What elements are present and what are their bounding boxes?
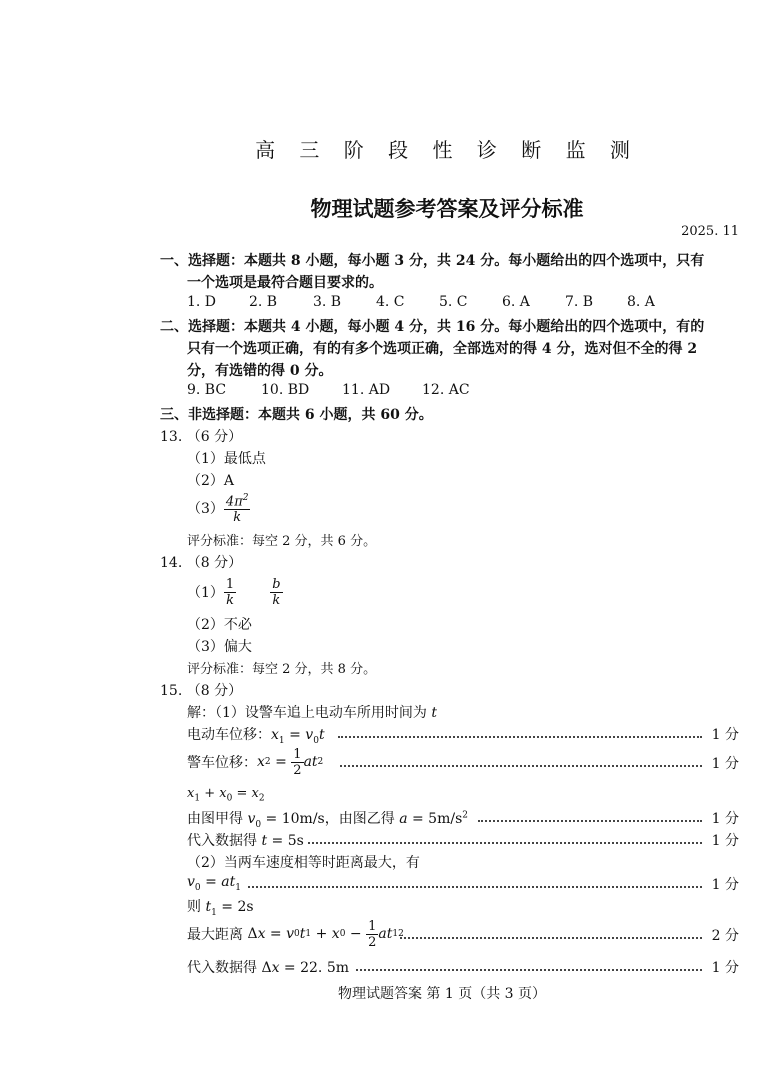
q15-line-police-label: 警车位移：: [187, 755, 257, 771]
leader-dots: [356, 969, 702, 971]
q13-grading: 评分标准：每空 2 分，共 6 分。: [187, 534, 377, 549]
q15-intro-variable: t: [431, 705, 437, 721]
q15-line-ebike-label: 电动车位移：: [187, 727, 271, 743]
answer-item: 2. B: [249, 294, 278, 310]
answer-item: 9. BC: [187, 382, 227, 398]
score-label: 1 分: [711, 727, 739, 743]
q15-intro: [187, 702, 437, 722]
answer-item: 3. B: [313, 294, 342, 310]
q14-answer-1: [187, 574, 283, 610]
q14-fraction-1: [224, 577, 236, 608]
q15-line-distance-text: 代入数据得: [187, 960, 257, 976]
q13-fraction-numerator: 4π: [225, 494, 243, 510]
q14-fraction-2: [270, 577, 282, 608]
q13-label: 13. （6 分）: [160, 429, 243, 445]
q15-half-fraction-numerator: 1: [293, 746, 302, 762]
answer-item: 12. AC: [422, 382, 470, 398]
q15-line-t1-result: 则 $t_1 = 2s$: [187, 899, 254, 918]
q15-line-max-distance-text: 最大距离: [187, 927, 243, 943]
q13-answer-1: （1）最低点: [187, 451, 266, 467]
q13-answer-3-prefix: （3）: [187, 501, 224, 517]
answer-item: 5. C: [439, 294, 468, 310]
section2-heading-line1: 二、选择题：本题共 4 小题，每小题 4 分，共 16 分。每小题给出的四个选项中，有的: [160, 319, 705, 335]
answer-item: 4. C: [376, 294, 405, 310]
answer-item: 1. D: [187, 294, 217, 310]
score-label: 1 分: [711, 960, 739, 976]
q14-fraction-2-denominator: k: [272, 592, 281, 608]
q14-answer-2: （2）不必: [187, 617, 252, 633]
document-date: 2025. 11: [681, 224, 739, 239]
q14-answer-1-prefix: （1）: [187, 585, 224, 601]
section2-heading-line3: 分，有选错的得 0 分。: [187, 363, 333, 379]
q15-line-graph-text1: 由图甲得: [187, 811, 243, 827]
q15-half-fraction-2-numerator: 1: [368, 918, 377, 934]
section2-answers: [187, 382, 587, 402]
leader-dots: [248, 886, 702, 888]
section1-heading-line2: 一个选项是最符合题目要求的。: [187, 275, 383, 291]
q14-fraction-1-denominator: k: [226, 592, 234, 608]
q13-fraction-denominator: k: [233, 510, 242, 526]
q13-answer-2: （2）A: [187, 473, 235, 489]
q14-label: 14. （8 分）: [160, 555, 243, 571]
document-title: 高 三 阶 段 性 诊 断 监 测: [255, 138, 639, 162]
score-label: 2 分: [711, 928, 739, 944]
score-label: 1 分: [711, 756, 739, 772]
q13-fraction: $\frac{4\pi^2}{k}$: [225, 492, 249, 526]
score-label: 1 分: [711, 877, 739, 893]
document-subtitle: 物理试题参考答案及评分标准: [310, 196, 584, 221]
q15-line-graph-text2: ，由图乙得: [324, 811, 395, 827]
q15-line-t1-text: 则: [187, 899, 201, 915]
q13-answer-3: [187, 490, 250, 526]
q15-line-max-distance: 最大距离 Δ x = v 0 t 1 + x 0 − $\frac{1}{2}$ at 1 2: [187, 918, 404, 950]
q15-label: 15. （8 分）: [160, 683, 243, 699]
section1-answers: [187, 294, 707, 314]
section2-heading-line2: 只有一个选项正确，有的有多个选项正确，全部选对的得 4 分，选对但不全的得 2: [187, 341, 698, 357]
q14-grading: 评分标准：每空 2 分，共 8 分。: [187, 662, 377, 677]
answer-item: 8. A: [627, 294, 655, 310]
q15-half-fraction-denominator: 2: [293, 762, 302, 778]
q15-line-police-displacement: 警车位移： x 2 = $\frac{1}{2}$ at 2: [187, 746, 324, 778]
answer-item: 10. BD: [261, 382, 310, 398]
leader-dots: [338, 736, 702, 738]
q14-fraction-1-numerator: 1: [225, 576, 235, 592]
leader-dots: [400, 937, 702, 939]
q15-line-time-result: 代入数据得 t = 5s: [187, 833, 304, 849]
answer-item: 11. AD: [342, 382, 391, 398]
score-label: 1 分: [711, 833, 739, 849]
q15-half-fraction-2-denominator: 2: [368, 934, 377, 950]
q15-line-graph-values: 由图甲得 $v_0 = 10m/s$，由图乙得 $a = 5m/s^2$: [187, 810, 468, 830]
q15-half-fraction: [291, 747, 303, 778]
q14-fraction-2-numerator: b: [272, 576, 281, 592]
section1-heading-line1: 一、选择题：本题共 8 小题，每小题 3 分，共 24 分。每小题给出的四个选项中，只有: [160, 253, 705, 269]
answer-item: 7. B: [565, 294, 594, 310]
q15-intro-text: 解：（1）设警车追上电动车所用时间为: [187, 705, 427, 721]
q15-part2-intro: （2）当两车速度相等时距离最大，有: [187, 855, 420, 871]
q15-line-velocity-equal: $v_0 = at_1$: [187, 874, 242, 893]
leader-dots: [308, 842, 702, 844]
q15-line-ebike-displacement: 电动车位移：$x_1 = v_0t$: [187, 727, 325, 746]
q15-half-fraction-2: [366, 919, 378, 950]
q15-line-relation: $x_1 + x_0 = x_2$: [187, 786, 265, 804]
leader-dots: [340, 765, 702, 767]
leader-dots: [478, 820, 702, 822]
answer-item: 6. A: [502, 294, 530, 310]
score-label: 1 分: [711, 811, 739, 827]
q14-answer-3: （3）偏大: [187, 639, 252, 655]
q15-line-distance-result: 代入数据得 Δx = 22. 5m: [187, 960, 349, 976]
page-footer: 物理试题答案 第 1 页（共 3 页）: [337, 986, 547, 1002]
section3-heading: 三、非选择题：本题共 6 小题，共 60 分。: [160, 407, 433, 423]
q15-line-time-text: 代入数据得: [187, 833, 257, 849]
